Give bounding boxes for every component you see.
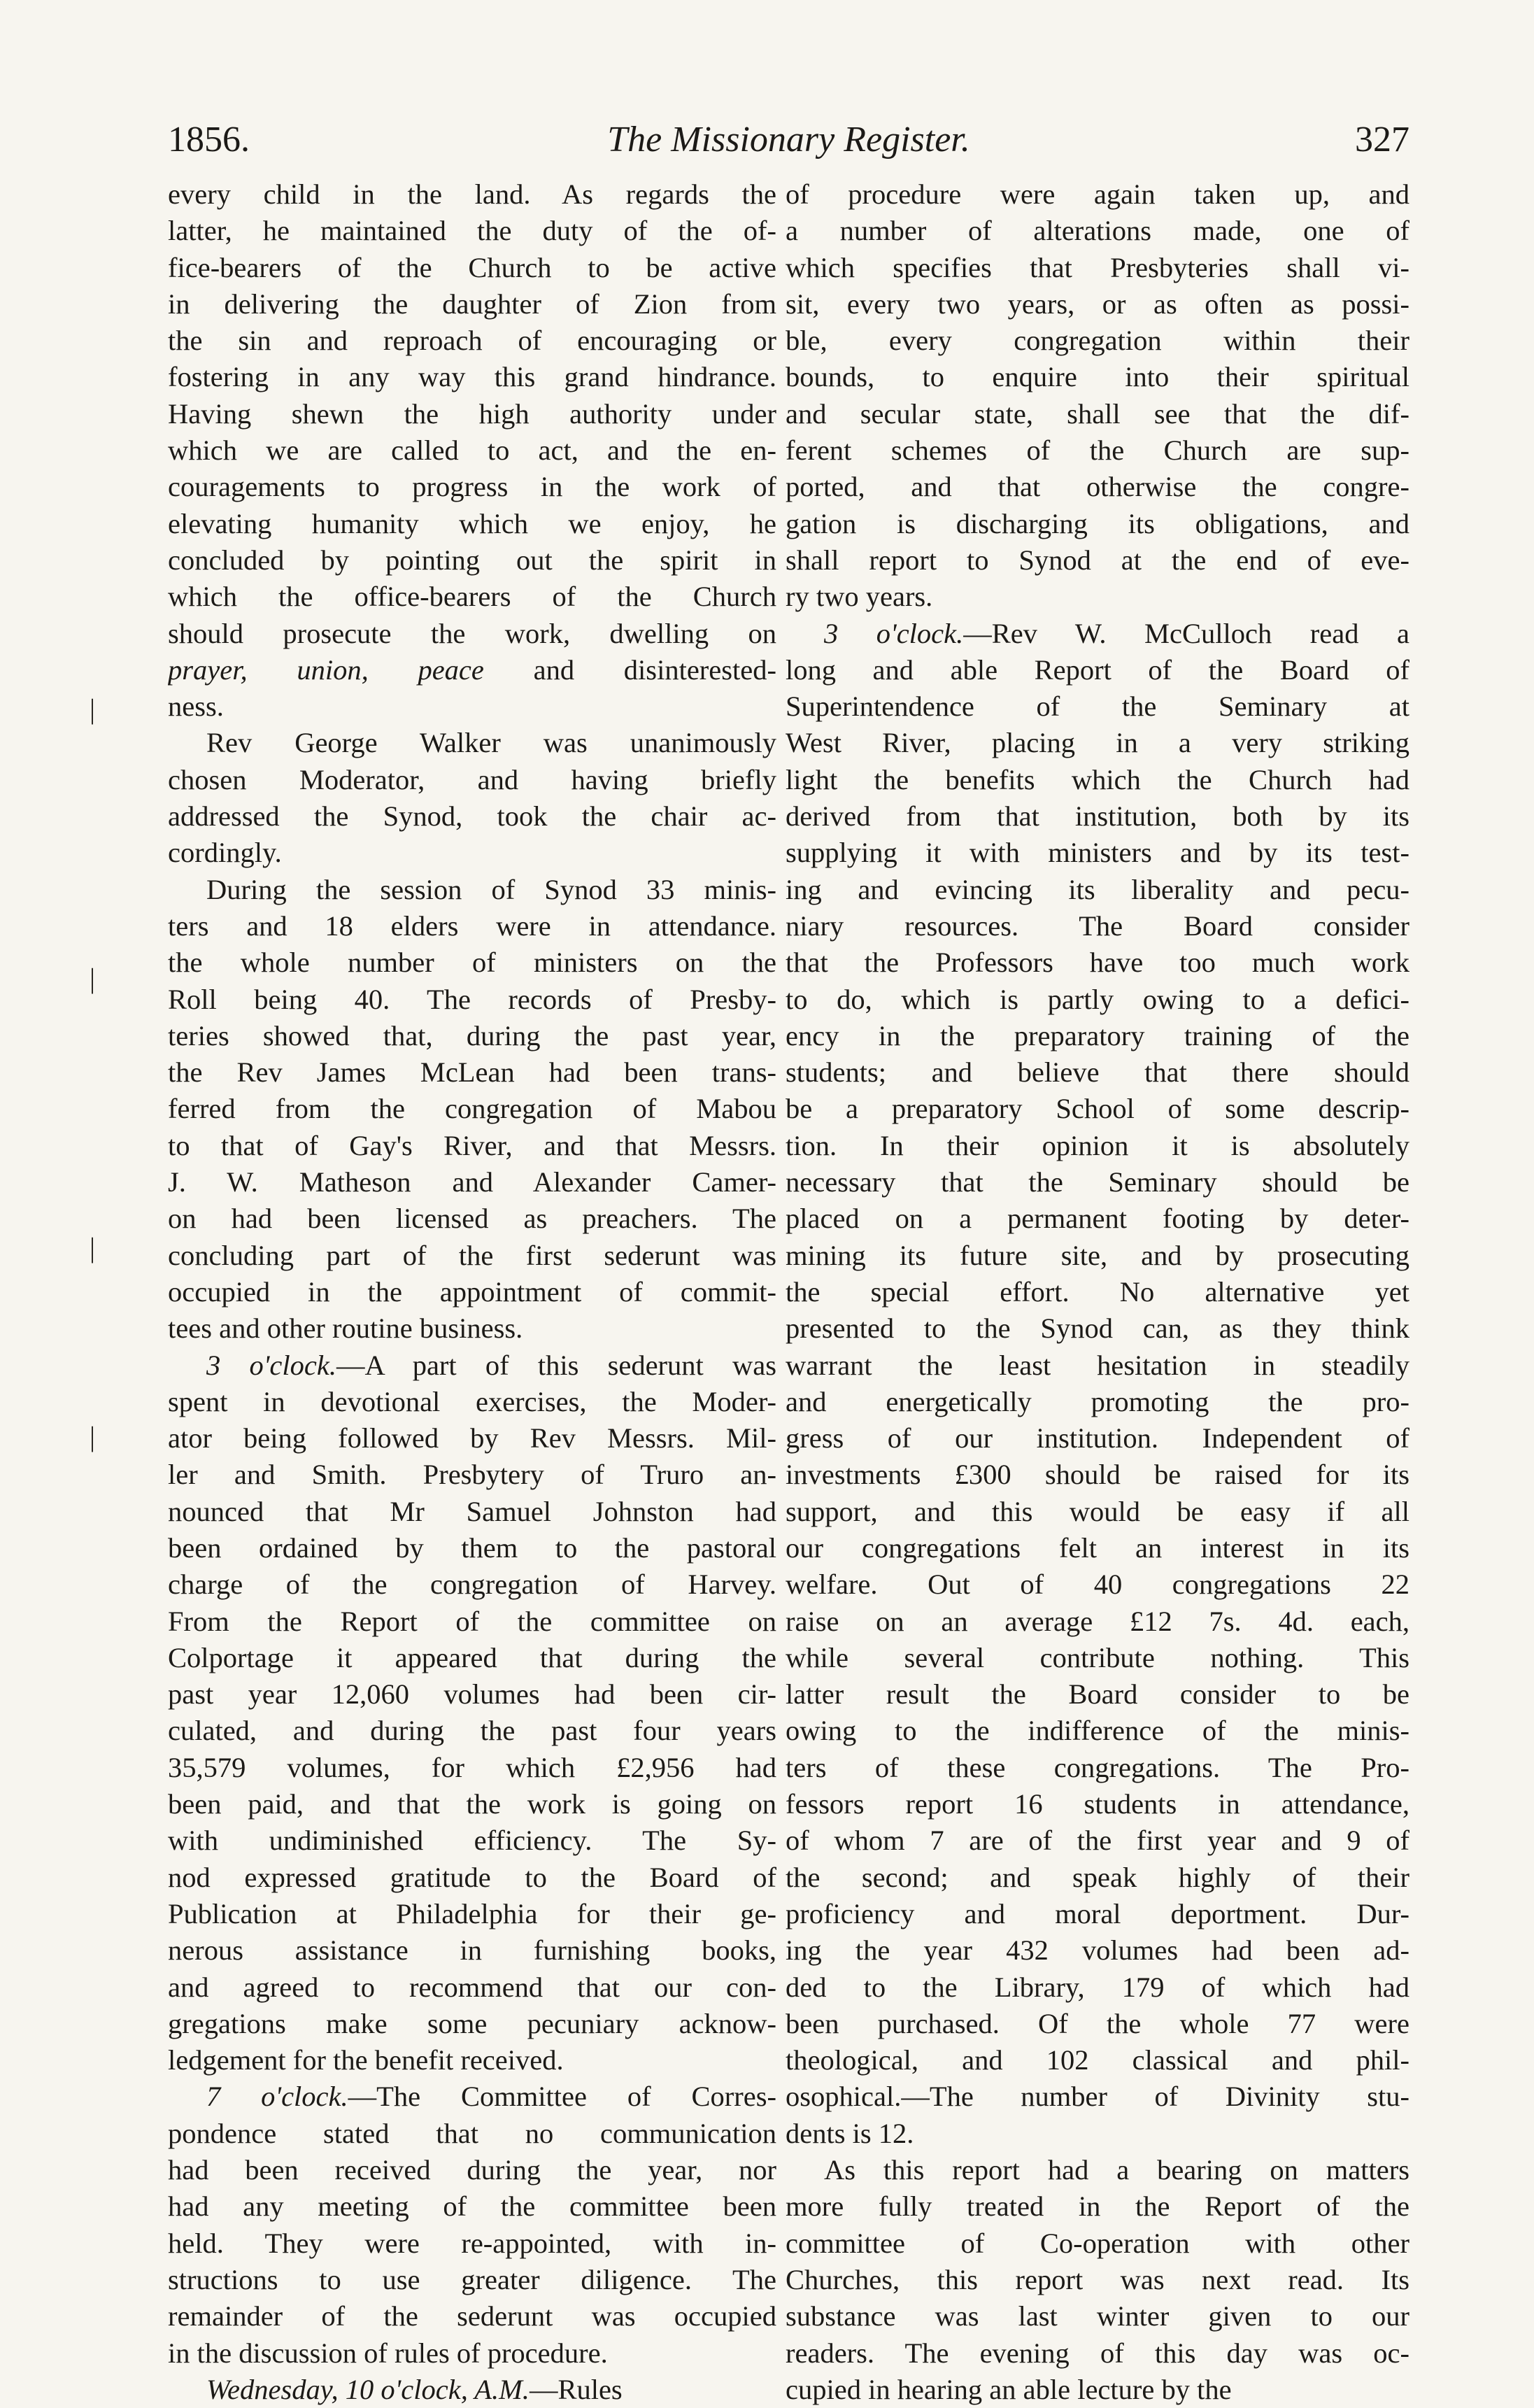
text-line: 3 o'clock.—A part of this sederunt was (206, 1349, 776, 1381)
text-line: latter result the Board consider to be (786, 1678, 1409, 1711)
text-line: supplying it with ministers and by its test- (786, 837, 1409, 869)
text-line: ator being followed by Rev Messrs. Mil- (168, 1422, 776, 1454)
text-line: necessary that the Seminary should be (786, 1166, 1409, 1198)
margin-tick: | (90, 963, 96, 994)
text-line: culated, and during the past four years (168, 1715, 776, 1747)
text-line: and secular state, shall see that the dif- (786, 397, 1409, 430)
text-line: ters and 18 elders were in attendance. (168, 909, 776, 942)
text-line: to do, which is partly owing to a defici- (786, 983, 1409, 1015)
text-line: with undiminished efficiency. The Sy- (168, 1825, 776, 1857)
text-line: nerous assistance in furnishing books, (168, 1934, 776, 1967)
text-line: the second; and speak highly of their (786, 1861, 1409, 1893)
text-line: fessors report 16 students in attendance, (786, 1788, 1409, 1820)
text-line: ters of these congregations. The Pro- (786, 1751, 1409, 1783)
text-line: substance was last winter given to our (786, 2300, 1409, 2332)
paragraph (168, 2372, 776, 2408)
text-line: ferred from the congregation of Mabou (168, 1093, 776, 1125)
margin-tick: | (90, 1232, 96, 1263)
text-line: support, and this would be easy if all (786, 1495, 1409, 1527)
text-line: concluding part of the first sederunt was (168, 1239, 776, 1271)
text-line: ledgement for the benefit received. (168, 2044, 564, 2076)
text-line: had been received during the year, nor (168, 2154, 776, 2186)
text-line: osophical.—The number of Divinity stu- (786, 2081, 1409, 2113)
text-line: remainder of the sederunt was occupied (168, 2300, 776, 2332)
text-line: spent in devotional exercises, the Moder- (168, 1385, 776, 1417)
text-line: presented to the Synod can, as they think (786, 1312, 1409, 1345)
text-line: and agreed to recommend that our con- (168, 1971, 776, 2003)
paragraph (786, 2152, 1409, 2408)
margin-tick: | (90, 1421, 96, 1452)
text-line: Colportage it appeared that during the (168, 1641, 776, 1673)
text-line: placed on a permanent footing by deter- (786, 1203, 1409, 1235)
text-line: students; and believe that there should (786, 1056, 1409, 1089)
text-line: been paid, and that the work is going on (168, 1788, 776, 1820)
paragraph (168, 2078, 776, 2371)
text-line: tees and other routine business. (168, 1312, 523, 1345)
text-line: ported, and that otherwise the congre- (786, 471, 1409, 503)
left-column (168, 176, 776, 2408)
text-line: ded to the Library, 179 of which had (786, 1971, 1409, 2003)
text-line: on had been licensed as preachers. The (168, 1203, 776, 1235)
text-line: committee of Co-operation with other (786, 2227, 1409, 2259)
paragraph (168, 176, 776, 725)
text-line: had any meeting of the committee been (168, 2190, 776, 2223)
text-line: J. W. Matheson and Alexander Camer- (168, 1166, 776, 1198)
text-line: and energetically promoting the pro- (786, 1385, 1409, 1417)
page-number: 327 (1355, 120, 1409, 160)
text-line: latter, he maintained the duty of the of- (168, 215, 776, 247)
paragraph (168, 1347, 776, 2079)
text-line: shall report to Synod at the end of eve- (786, 544, 1409, 576)
text-line: gregations make some pecuniary acknow- (168, 2007, 776, 2039)
text-line: a number of alterations made, one of (786, 215, 1409, 247)
text-line: of procedure were again taken up, and (786, 178, 1409, 210)
running-head (168, 115, 1409, 164)
paragraph (786, 616, 1409, 2152)
text-line: nounced that Mr Samuel Johnston had (168, 1495, 776, 1527)
text-line: During the session of Synod 33 minis- (206, 873, 776, 905)
right-column (786, 176, 1409, 2408)
text-line: structions to use greater diligence. The (168, 2263, 776, 2295)
text-line: Roll being 40. The records of Presby- (168, 983, 776, 1015)
text-line: should prosecute the work, dwelling on (168, 617, 776, 649)
text-line: raise on an average £12 7s. 4d. each, (786, 1605, 1409, 1637)
text-line: past year 12,060 volumes had been cir- (168, 1678, 776, 1711)
text-line: Churches, this report was next read. Its (786, 2263, 1409, 2295)
text-line: fice-bearers of the Church to be active (168, 251, 776, 283)
text-line: proficiency and moral deportment. Dur- (786, 1897, 1409, 1929)
text-line: welfare. Out of 40 congregations 22 (786, 1568, 1409, 1601)
text-line: West River, placing in a very striking (786, 727, 1409, 759)
text-line: held. They were re-appointed, with in- (168, 2227, 776, 2259)
text-line: ry two years. (786, 581, 933, 613)
text-line: derived from that institution, both by its (786, 800, 1409, 833)
text-line: more fully treated in the Report of the (786, 2190, 1409, 2223)
text-line: which we are called to act, and the en- (168, 434, 776, 467)
text-line: bounds, to enquire into their spiritual (786, 361, 1409, 393)
text-line: light the benefits which the Church had (786, 763, 1409, 795)
text-line: Wednesday, 10 o'clock, A.M.—Rules (206, 2373, 623, 2405)
text-line: our congregations felt an interest in its (786, 1531, 1409, 1564)
text-line: which the office-bearers of the Church (168, 581, 776, 613)
text-line: charge of the congregation of Harvey. (168, 1568, 776, 1601)
text-line: occupied in the appointment of commit- (168, 1275, 776, 1308)
text-line: been purchased. Of the whole 77 were (786, 2007, 1409, 2039)
text-line: the sin and reproach of encouraging or (168, 325, 776, 357)
text-line: From the Report of the committee on (168, 1605, 776, 1637)
text-line: 7 o'clock.—The Committee of Corres- (206, 2081, 776, 2113)
text-line: Publication at Philadelphia for their ge- (168, 1897, 776, 1929)
text-line: ency in the preparatory training of the (786, 1019, 1409, 1051)
text-line: ble, every congregation within their (786, 325, 1409, 357)
text-line: theological, and 102 classical and phil- (786, 2044, 1409, 2076)
text-line: mining its future site, and by prosecuting (786, 1239, 1409, 1271)
text-line: ness. (168, 690, 224, 723)
text-line: ler and Smith. Presbytery of Truro an- (168, 1459, 776, 1491)
paragraph (786, 176, 1409, 616)
text-line: cupied in hearing an able lecture by the (786, 2373, 1232, 2405)
text-line: of whom 7 are of the first year and 9 of (786, 1825, 1409, 1857)
text-line: be a preparatory School of some descrip- (786, 1093, 1409, 1125)
text-line: to that of Gay's River, and that Messrs. (168, 1129, 776, 1161)
text-line: while several contribute nothing. This (786, 1641, 1409, 1673)
text-line: gress of our institution. Independent of (786, 1422, 1409, 1454)
text-line: ferent schemes of the Church are sup- (786, 434, 1409, 467)
text-line: elevating humanity which we enjoy, he (168, 507, 776, 539)
text-line: the Rev James McLean had been trans- (168, 1056, 776, 1089)
text-line: pondence stated that no communication (168, 2117, 776, 2149)
text-line: teries showed that, during the past year, (168, 1019, 776, 1051)
text-line: been ordained by them to the pastoral (168, 1531, 776, 1564)
text-line: dents is 12. (786, 2117, 914, 2149)
text-line: owing to the indifference of the minis- (786, 1715, 1409, 1747)
text-line: tion. In their opinion it is absolutely (786, 1129, 1409, 1161)
text-line: 35,579 volumes, for which £2,956 had (168, 1751, 776, 1783)
text-line: addressed the Synod, took the chair ac- (168, 800, 776, 833)
text-line: long and able Report of the Board of (786, 653, 1409, 686)
text-line: which specifies that Presbyteries shall vi- (786, 251, 1409, 283)
text-line: that the Professors have too much work (786, 947, 1409, 979)
text-line: investments £300 should be raised for its (786, 1459, 1409, 1491)
header-year: 1856. (168, 120, 250, 160)
text-line: the whole number of ministers on the (168, 947, 776, 979)
journal-title: The Missionary Register. (607, 120, 970, 160)
text-line: warrant the least hesitation in steadily (786, 1349, 1409, 1381)
text-line: ing the year 432 volumes had been ad- (786, 1934, 1409, 1967)
paragraph (168, 725, 776, 871)
text-line: the special effort. No alternative yet (786, 1275, 1409, 1308)
text-line: in delivering the daughter of Zion from (168, 288, 776, 320)
text-line: Superintendence of the Seminary at (786, 690, 1409, 723)
text-line: ing and evincing its liberality and pecu- (786, 873, 1409, 905)
text-line: sit, every two years, or as often as possi- (786, 288, 1409, 320)
margin-tick: | (90, 693, 96, 725)
text-line: chosen Moderator, and having briefly (168, 763, 776, 795)
text-line: every child in the land. As regards the (168, 178, 776, 210)
text-line: 3 o'clock.—Rev W. McCulloch read a (824, 617, 1409, 649)
text-line: fostering in any way this grand hindrance. (168, 361, 776, 393)
text-line: nod expressed gratitude to the Board of (168, 1861, 776, 1893)
text-line: As this report had a bearing on matters (824, 2154, 1409, 2186)
text-line: Rev George Walker was unanimously (206, 727, 776, 759)
text-line: in the discussion of rules of procedure. (168, 2337, 608, 2369)
text-line: niary resources. The Board consider (786, 909, 1409, 942)
text-line: prayer, union, peace and disinterested- (168, 653, 776, 686)
text-line: concluded by pointing out the spirit in (168, 544, 776, 576)
text-line: couragements to progress in the work of (168, 471, 776, 503)
text-line: cordingly. (168, 837, 282, 869)
text-line: gation is discharging its obligations, and (786, 507, 1409, 539)
text-line: Having shewn the high authority under (168, 397, 776, 430)
text-line: readers. The evening of this day was oc- (786, 2337, 1409, 2369)
paragraph (168, 872, 776, 1347)
